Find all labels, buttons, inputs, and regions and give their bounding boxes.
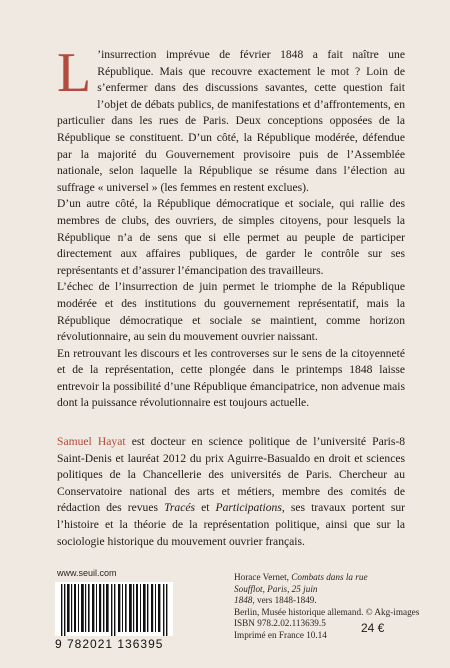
credit-painter: Horace Vernet, [234, 572, 292, 582]
author-bio [57, 434, 405, 550]
blurb-paragraph-2: D’un autre côté, la République démocratique et sociale, qui rallie des membres de clubs, des ouvriers, de simples citoyens, pour lesquels la République n’a de sens que si elle permet au peuple de participer directement aux affaires publiques, de garder le contrôle sur ses représentants et d’assurer l’émancipation des travailleurs. [57, 197, 405, 277]
credit-title: Combats dans la rue Soufflot, Paris, 25 juin 1848 [234, 572, 368, 606]
isbn-text: ISBN 978.2.02.113639.5 [234, 618, 326, 629]
author-name: Samuel Hayat [57, 435, 126, 448]
journal-participations: Participations [215, 501, 282, 515]
blurb-paragraph-1 [57, 42, 405, 196]
blurb-paragraph-3: L’échec de l’insurrection de juin permet le triomphe de la République modérée et des institutions du gouvernement représentatif, mais la République démocratique et sociale se maintient, comme horizon révolutionnaire, au sein du mouvement ouvrier naissant. [57, 280, 405, 344]
price-tag: 24 € [361, 621, 385, 635]
author-bio-and: et [195, 501, 216, 515]
drop-cap: L [57, 42, 92, 104]
isbn-barcode [55, 582, 173, 651]
journal-traces: Tracés [164, 501, 195, 515]
footer [0, 568, 450, 668]
printed-in: Imprimé en France 10.14 [234, 629, 327, 640]
author-bio-text-2: , ses travaux portent sur l’histoire et la théorie de la représentation politique, ainsi que sur la sociologie historique du mouvement ouvrier français. [57, 501, 405, 548]
credit-date: , vers 1848-1849. [252, 595, 317, 606]
publisher-website: www.seuil.com [57, 568, 117, 578]
barcode-icon [55, 582, 173, 636]
blurb-paragraph-1-text: ’insurrection imprévue de février 1848 a fait naître une République. Mais que recouvre exactement le mot ? Loin de s’enfermer dans des discussions savantes, cette question fait l’objet de débats publics, de manifestations et d’affrontements, en particulier dans les rues de Paris. Deux conceptions opposées de la République se constituent. D’un côté, la République modérée, défendue par la majorité du Gouvernement provisoire puis de l’Assemblée nationale, selon laquelle la République se résume dans l’élection au suffrage « universel » (les femmes en restent exclues). [57, 48, 405, 194]
barcode-digits: 9 782021 136395 [55, 637, 164, 651]
credit-museum: Berlin, Musée historique allemand. © Akg-images [234, 606, 420, 617]
blurb-paragraph-4: En retrouvant les discours et les controverses sur le sens de la citoyenneté et de la représentation, cette plongée dans le printemps 1848 laisse entrevoir la possibilité d’une République émancipatrice, non advenue mais dont la puissance révolutionnaire est toujours actuelle. [57, 346, 405, 410]
author-bio-text-1: est docteur en science politique de l’université Paris-8 Saint-Denis et lauréat 2012 du prix Aguirre-Basualdo en droit et sciences politiques de la Chancellerie des universités de Paris. Chercheur au Conservatoire national des arts et métiers, membre des comités de rédaction des revues [57, 435, 405, 515]
summary-blurb [57, 42, 405, 412]
